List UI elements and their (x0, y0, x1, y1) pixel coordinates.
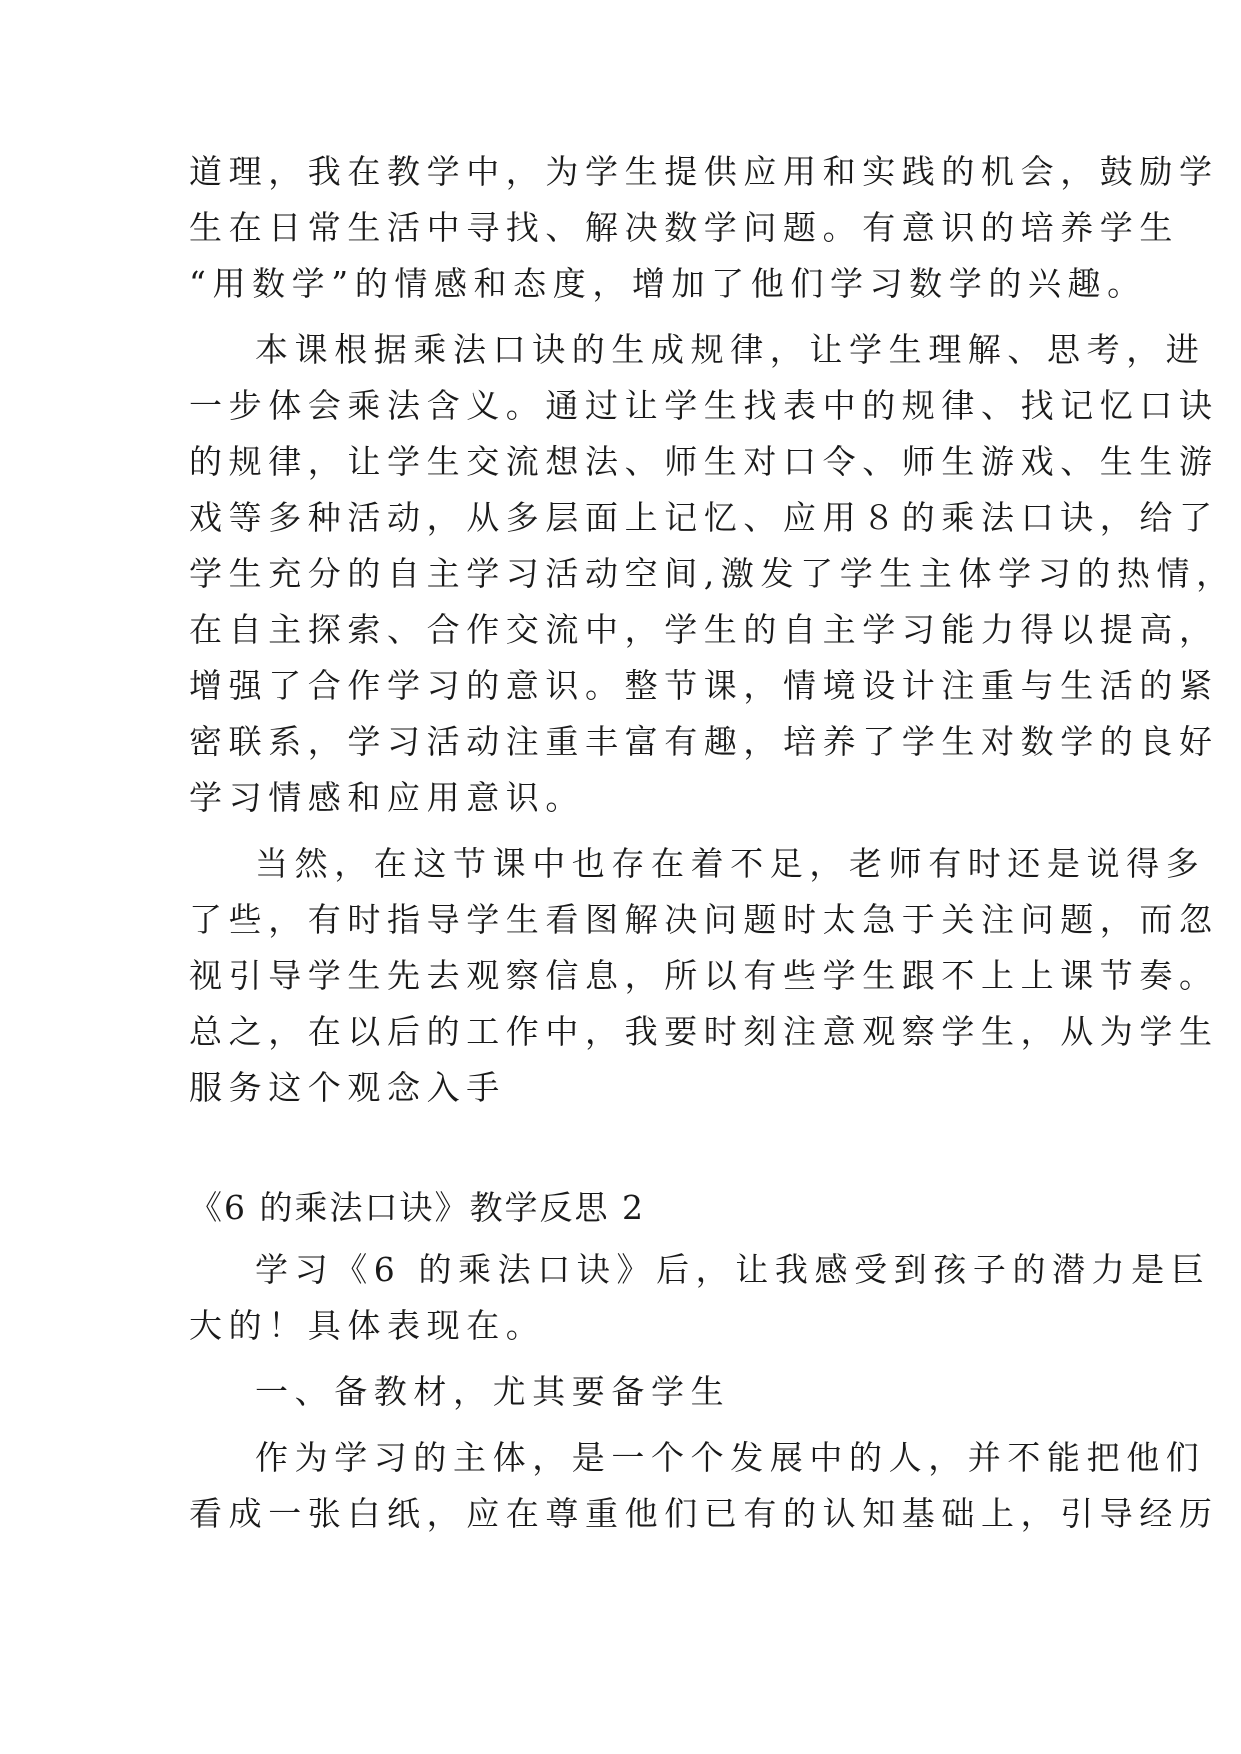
paragraph3-line: 了些，有时指导学生看图解决问题时太急于关注问题，而忽 (189, 900, 1219, 939)
paragraph1-line: 道理，我在教学中，为学生提供应用和实践的机会，鼓励学 (189, 152, 1219, 191)
section2-intro-line: 大的！具体表现在。 (189, 1306, 546, 1345)
paragraph3-line: 服务这个观念入手 (189, 1068, 506, 1107)
paragraph3-line: 视引导学生先去观察信息，所以有些学生跟不上上课节奏。 (189, 956, 1219, 995)
section2-intro-line: 学习《6 的乘法口诀》后，让我感受到孩子的潜力是巨 (255, 1250, 1211, 1289)
paragraph1-line: 生在日常生活中寻找、解决数学问题。有意识的培养学生 (189, 208, 1179, 247)
paragraph3-line: 总之，在以后的工作中，我要时刻注意观察学生，从为学生 (189, 1012, 1219, 1051)
point1-heading: 一、备教材，尤其要备学生 (255, 1372, 731, 1411)
paragraph2-line: 密联系，学习活动注重丰富有趣，培养了学生对数学的良好 (189, 722, 1219, 761)
paragraph2-line: 学生充分的自主学习活动空间,激发了学生主体学习的热情， (189, 554, 1236, 593)
paragraph2-line: 一步体会乘法含义。通过让学生找表中的规律、找记忆口诀 (189, 386, 1219, 425)
section-title: 《6 的乘法口诀》教学反思 2 (189, 1188, 645, 1227)
paragraph2-line: 学习情感和应用意识。 (189, 778, 585, 817)
paragraph2-line: 增强了合作学习的意识。整节课，情境设计注重与生活的紧 (189, 666, 1219, 705)
paragraph2-line: 戏等多种活动，从多层面上记忆、应用８的乘法口诀，给了 (189, 498, 1219, 537)
point1-line: 看成一张白纸，应在尊重他们已有的认知基础上，引导经历 (189, 1494, 1219, 1533)
paragraph2-line: 的规律，让学生交流想法、师生对口令、师生游戏、生生游 (189, 442, 1219, 481)
paragraph2-line: 在自主探索、合作交流中，学生的自主学习能力得以提高， (189, 610, 1219, 649)
point1-line: 作为学习的主体，是一个个发展中的人，并不能把他们 (255, 1438, 1206, 1477)
paragraph3-line: 当然，在这节课中也存在着不足，老师有时还是说得多 (255, 844, 1206, 883)
paragraph2-line: 本课根据乘法口诀的生成规律，让学生理解、思考，进 (255, 330, 1206, 369)
paragraph1-line: “用数学”的情感和态度，增加了他们学习数学的兴趣。 (189, 264, 1147, 303)
